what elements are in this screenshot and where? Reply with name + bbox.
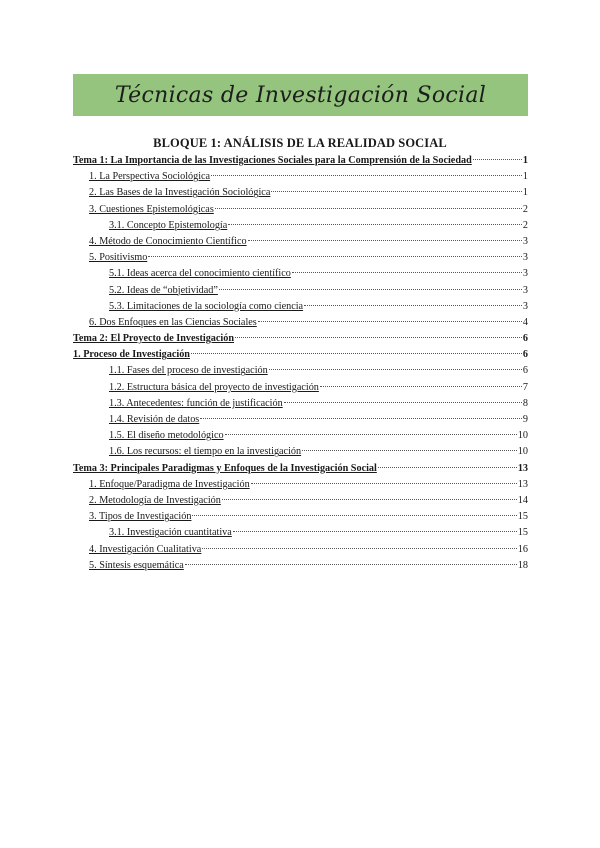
toc-dot-leader: [248, 240, 522, 241]
toc-entry[interactable]: [73, 331, 528, 347]
toc-entry[interactable]: [73, 493, 528, 509]
toc-page-number: 14: [517, 494, 528, 506]
title-banner: [73, 74, 528, 116]
toc-entry[interactable]: [73, 283, 528, 299]
toc-dot-leader: [292, 272, 522, 273]
toc-page-number: 6: [522, 365, 528, 377]
toc-dot-leader: [320, 386, 522, 387]
toc-entry-title: 4. Método de Conocimiento Científico: [89, 235, 247, 247]
toc-entry-title: 3.1. Concepto Epistemología: [109, 219, 228, 231]
toc-entry-title: 1.1. Fases del proceso de investigación: [109, 365, 268, 377]
toc-page-number: 3: [522, 268, 528, 280]
toc-entry[interactable]: [73, 363, 528, 379]
toc-entry[interactable]: [73, 347, 528, 363]
toc-dot-leader: [200, 418, 522, 419]
toc-entry[interactable]: [73, 428, 528, 444]
toc-entry-title: 5. Síntesis esquemática: [89, 559, 184, 571]
toc-dot-leader: [202, 548, 516, 549]
toc-page-number: 1: [522, 187, 528, 199]
toc-entry-title: Tema 1: La Importancia de las Investigaciones Sociales para la Comprensión de la Sociedad: [73, 155, 472, 166]
toc-dot-leader: [304, 305, 522, 306]
toc-entry-title: 1.4. Revisión de datos: [109, 414, 200, 425]
toc-page-number: 16: [517, 543, 528, 555]
toc-dot-leader: [211, 175, 522, 176]
toc-entry[interactable]: [73, 444, 528, 460]
toc-dot-leader: [378, 467, 517, 468]
table-of-contents: [73, 153, 528, 574]
toc-entry-title: 1. Enfoque/Paradigma de Investigación: [89, 478, 250, 490]
toc-entry-title: 1. Proceso de Investigación: [73, 349, 190, 361]
toc-page-number: 8: [522, 397, 528, 409]
toc-dot-leader: [269, 369, 522, 370]
toc-page-number: 9: [522, 414, 528, 425]
toc-entry-title: 5. Positivismo: [89, 252, 148, 264]
toc-dot-leader: [225, 434, 517, 435]
toc-dot-leader: [215, 208, 522, 209]
toc-entry-title: 2. Metodología de Investigación: [89, 494, 221, 506]
toc-entry[interactable]: [73, 315, 528, 331]
toc-entry-title: 1.6. Los recursos: el tiempo en la investigación: [109, 446, 302, 458]
toc-entry[interactable]: [73, 169, 528, 185]
toc-entry-title: 5.3. Limitaciones de la sociología como ciencia: [109, 300, 304, 312]
toc-page-number: 10: [517, 446, 528, 458]
block-heading: BLOQUE 1: ANÁLISIS DE LA REALIDAD SOCIAL: [153, 136, 447, 150]
toc-entry-title: 1.3. Antecedentes: función de justificación: [109, 397, 283, 409]
toc-entry[interactable]: [73, 380, 528, 396]
toc-page-number: 10: [517, 430, 528, 442]
toc-entry[interactable]: [73, 509, 528, 525]
toc-page-number: 2: [522, 219, 528, 231]
toc-dot-leader: [185, 564, 517, 565]
toc-entry-title: 1. La Perspectiva Sociológica: [89, 171, 211, 183]
toc-entry[interactable]: [73, 525, 528, 541]
toc-entry-title: 1.5. El diseño metodológico: [109, 430, 224, 442]
toc-page-number: 13: [517, 478, 528, 490]
toc-entry[interactable]: [73, 234, 528, 250]
toc-entry[interactable]: [73, 299, 528, 315]
toc-page-number: 4: [522, 316, 528, 328]
toc-entry-title: 1.2. Estructura básica del proyecto de investigación: [109, 381, 319, 393]
toc-entry-title: Tema 2: El Proyecto de Investigación: [73, 333, 235, 345]
toc-dot-leader: [258, 321, 522, 322]
toc-page-number: 13: [517, 462, 528, 474]
toc-entry-title: 4. Investigación Cualitativa: [89, 543, 202, 555]
toc-entry[interactable]: [73, 477, 528, 493]
toc-page-number: 15: [517, 511, 528, 523]
toc-page-number: 1: [522, 155, 528, 166]
toc-entry[interactable]: [73, 218, 528, 234]
toc-entry[interactable]: [73, 266, 528, 282]
toc-entry[interactable]: [73, 412, 528, 428]
toc-dot-leader: [191, 353, 522, 354]
toc-dot-leader: [148, 256, 522, 257]
toc-dot-leader: [228, 224, 522, 225]
toc-page-number: 7: [522, 381, 528, 393]
toc-entry-title: 2. Las Bases de la Investigación Sociológica: [89, 187, 271, 199]
toc-entry-title: 5.2. Ideas de “objetividad”: [109, 284, 218, 296]
toc-dot-leader: [271, 191, 522, 192]
toc-entry[interactable]: [73, 542, 528, 558]
document-title: Técnicas de Investigación Social: [114, 82, 487, 108]
toc-entry[interactable]: [73, 396, 528, 412]
toc-entry-title: 6. Dos Enfoques en las Ciencias Sociales: [89, 316, 257, 328]
toc-page-number: 6: [522, 333, 528, 345]
toc-page-number: 3: [522, 252, 528, 264]
toc-dot-leader: [284, 402, 522, 403]
toc-page-number: 3: [522, 235, 528, 247]
toc-page-number: 1: [522, 171, 528, 183]
toc-dot-leader: [302, 450, 517, 451]
toc-page-number: 15: [517, 527, 528, 539]
toc-entry[interactable]: [73, 250, 528, 266]
toc-page-number: 6: [522, 349, 528, 361]
toc-page-number: 2: [522, 203, 528, 215]
toc-dot-leader: [233, 531, 517, 532]
toc-entry[interactable]: [73, 185, 528, 201]
toc-entry[interactable]: [73, 558, 528, 574]
toc-dot-leader: [251, 483, 517, 484]
toc-dot-leader: [222, 499, 517, 500]
toc-dot-leader: [192, 515, 516, 516]
toc-entry[interactable]: [73, 461, 528, 477]
toc-entry-title: 5.1. Ideas acerca del conocimiento científico: [109, 268, 291, 280]
toc-dot-leader: [235, 337, 522, 338]
toc-entry[interactable]: [73, 202, 528, 218]
toc-entry-title: 3. Cuestiones Epistemológicas: [89, 203, 214, 215]
toc-entry-title: 3. Tipos de Investigación: [89, 511, 192, 523]
toc-dot-leader: [219, 289, 522, 290]
toc-page-number: 3: [522, 284, 528, 296]
toc-page-number: 3: [522, 300, 528, 312]
toc-entry[interactable]: [73, 153, 528, 169]
toc-entry-title: Tema 3: Principales Paradigmas y Enfoques de la Investigación Social: [73, 462, 377, 474]
toc-dot-leader: [473, 159, 522, 160]
toc-entry-title: 3.1. Investigación cuantitativa: [109, 527, 232, 539]
toc-page-number: 18: [517, 559, 528, 571]
